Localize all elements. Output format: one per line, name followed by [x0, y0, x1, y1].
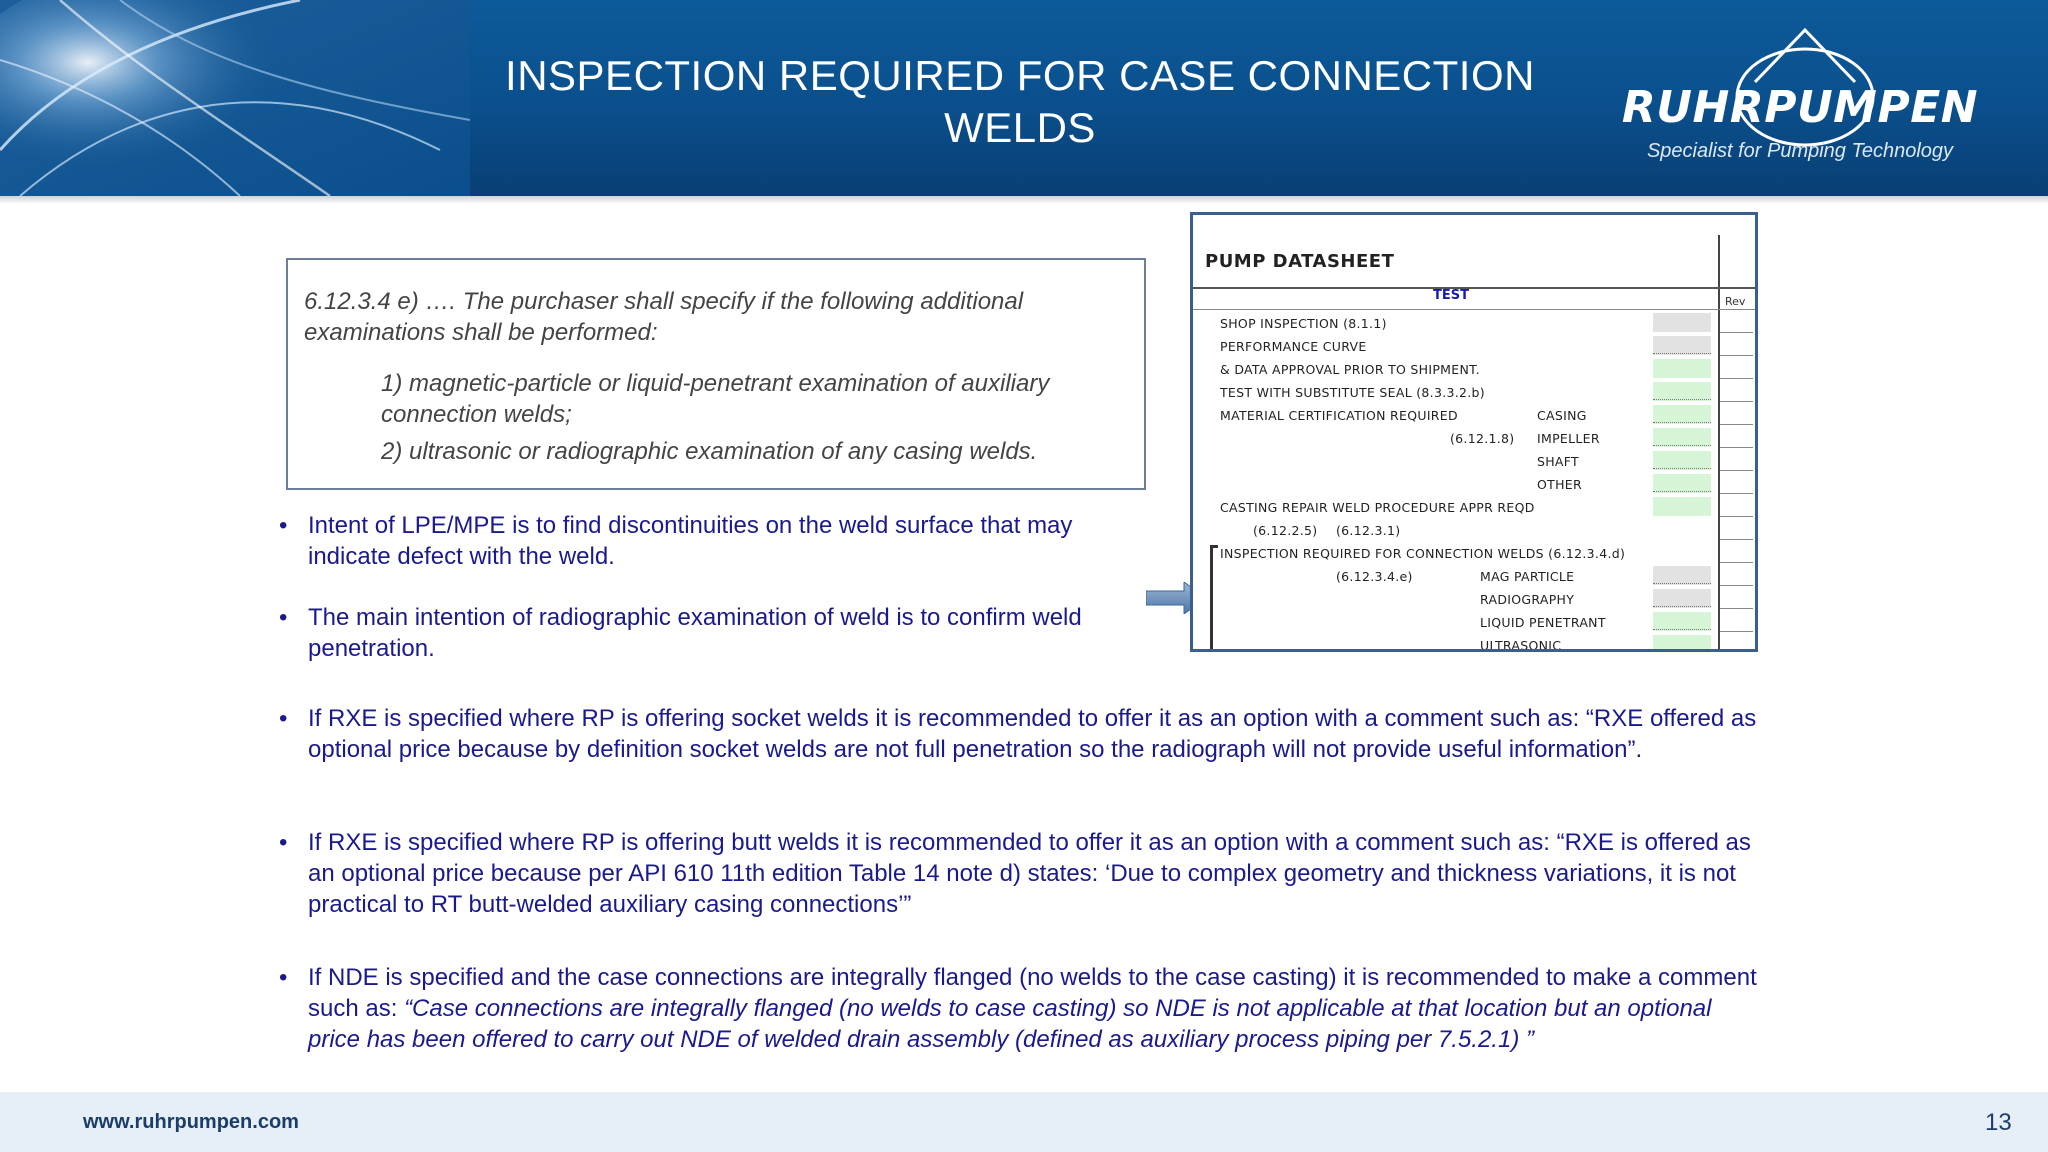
bullet-text: Intent of LPE/MPE is to find discontinuities on the weld surface that may indicate defect with the weld.	[308, 512, 1073, 570]
datasheet-dotted-line	[1653, 491, 1711, 492]
datasheet-dotted-line	[1653, 422, 1711, 423]
bullet-marker: •	[279, 964, 288, 991]
bullet-text: If NDE is specified and the case connections are integrally flanged (no welds to the case casting) it is recommended to make a comment such as:	[308, 964, 1757, 1022]
bullet-text: If RXE is specified where RP is offering butt welds it is recommended to offer it as an option with a comment such as: “RXE is offered as an optional price because per API 610 11th edition Table 14 note d) states: ‘Due to complex geometry and thickness variations, it is not practical to RT butt-welded auxiliary casing connections’”	[308, 829, 1751, 918]
quote-item-2: 2) ultrasonic or radiographic examination of any casing welds.	[381, 438, 1038, 465]
datasheet-row: (6.12.3.4.e)	[1336, 569, 1413, 584]
datasheet-rev-line	[1720, 424, 1753, 425]
bullet-radiographic	[279, 602, 1108, 664]
datasheet-rev-line	[1720, 355, 1753, 356]
datasheet-row: TEST WITH SUBSTITUTE SEAL (8.3.3.2.b)	[1220, 385, 1485, 400]
bullet-marker: •	[279, 604, 288, 631]
datasheet-rev-line	[1720, 470, 1753, 471]
page-number: 13	[1985, 1109, 2012, 1136]
pump-datasheet-image	[1190, 212, 1758, 652]
datasheet-rev-line	[1720, 378, 1753, 379]
header-shadow	[0, 196, 2048, 204]
bullet-marker: •	[279, 829, 288, 856]
datasheet-cell	[1653, 359, 1711, 378]
header-banner	[0, 0, 2048, 196]
datasheet-row: SHAFT	[1537, 454, 1579, 469]
quote-item-1: 1) magnetic-particle or liquid-penetrant examination of auxiliary connection welds;	[381, 370, 1050, 428]
datasheet-highlight-bracket	[1210, 545, 1218, 652]
datasheet-row: (6.12.2.5)	[1253, 523, 1318, 538]
bullet-marker: •	[279, 705, 288, 732]
bullet-text-italic: “Case connections are integrally flanged (no welds to case casting) so NDE is not applicable at that location but an optional price has been offered to carry out NDE of welded drain assembly (defined as auxiliary process piping per 7.5.2.1) ”	[308, 995, 1712, 1053]
datasheet-row: MAG PARTICLE	[1480, 569, 1575, 584]
quote-intro: 6.12.3.4 e) …. The purchaser shall specify if the following additional examinations shall be performed:	[304, 288, 1024, 346]
bullet-lpe-mpe	[279, 510, 1108, 572]
datasheet-rev-header: Rev	[1725, 295, 1746, 308]
datasheet-dotted-line	[1653, 629, 1711, 630]
datasheet-rev-line	[1720, 608, 1753, 609]
datasheet-rev-line	[1720, 493, 1753, 494]
datasheet-header-rule	[1193, 287, 1758, 289]
footer-website-link[interactable]: www.ruhrpumpen.com	[83, 1111, 299, 1133]
datasheet-cell	[1653, 497, 1711, 516]
company-logo	[1580, 22, 2020, 172]
bullet-marker: •	[279, 512, 288, 539]
datasheet-dotted-line	[1653, 468, 1711, 469]
datasheet-row: ULTRASONIC	[1480, 638, 1562, 652]
datasheet-row: MATERIAL CERTIFICATION REQUIRED	[1220, 408, 1458, 423]
footer-bar	[0, 1092, 2048, 1152]
bullet-text: The main intention of radiographic examination of weld is to confirm weld penetration.	[308, 604, 1082, 662]
slide-title: INSPECTION REQUIRED FOR CASE CONNECTION WELDS	[505, 52, 1535, 151]
logo-tagline: Specialist for Pumping Technology	[1646, 140, 1954, 162]
datasheet-row: CASTING REPAIR WELD PROCEDURE APPR REQD	[1220, 500, 1535, 515]
datasheet-subheader-rule	[1193, 309, 1758, 310]
datasheet-row: PERFORMANCE CURVE	[1220, 339, 1367, 354]
datasheet-row: CASING	[1537, 408, 1587, 423]
datasheet-rev-line	[1720, 516, 1753, 517]
datasheet-rev-line	[1720, 447, 1753, 448]
datasheet-row: INSPECTION REQUIRED FOR CONNECTION WELDS (6.12.3.4.d)	[1220, 546, 1626, 561]
datasheet-test-header: TEST	[1433, 288, 1469, 303]
datasheet-rev-line	[1720, 585, 1753, 586]
datasheet-row: (6.12.3.1)	[1336, 523, 1401, 538]
bullet-nde-flanged	[279, 962, 1768, 1055]
datasheet-rev-line	[1720, 562, 1753, 563]
datasheet-rev-line	[1720, 332, 1753, 333]
datasheet-row: IMPELLER	[1537, 431, 1600, 446]
datasheet-row: RADIOGRAPHY	[1480, 592, 1575, 607]
datasheet-row: SHOP INSPECTION (8.1.1)	[1220, 316, 1387, 331]
bullet-socket-welds	[279, 703, 1768, 765]
bullet-butt-welds	[279, 827, 1768, 920]
datasheet-dotted-line	[1653, 353, 1711, 354]
spec-quote-box	[286, 258, 1146, 490]
datasheet-dotted-line	[1653, 606, 1711, 607]
datasheet-cell	[1653, 313, 1711, 332]
datasheet-dotted-line	[1653, 445, 1711, 446]
datasheet-row: LIQUID PENETRANT	[1480, 615, 1606, 630]
datasheet-title: PUMP DATASHEET	[1205, 251, 1395, 272]
datasheet-rev-line	[1720, 539, 1753, 540]
datasheet-row: OTHER	[1537, 477, 1582, 492]
datasheet-row: (6.12.1.8)	[1450, 431, 1515, 446]
datasheet-dotted-line	[1653, 583, 1711, 584]
datasheet-rev-line	[1720, 631, 1753, 632]
decorative-swirl-graphic	[0, 0, 470, 196]
bullet-text: If RXE is specified where RP is offering socket welds it is recommended to offer it as an option with a comment such as: “RXE offered as optional price because by definition socket welds are not full penetration so the radiograph will not provide useful information”.	[308, 705, 1757, 763]
datasheet-dotted-line	[1653, 399, 1711, 400]
logo-wordmark: RUHRPUMPEN	[1621, 82, 1979, 133]
datasheet-cell	[1653, 635, 1711, 652]
datasheet-rev-divider	[1718, 235, 1720, 652]
datasheet-row: & DATA APPROVAL PRIOR TO SHIPMENT.	[1220, 362, 1480, 377]
datasheet-rev-line	[1720, 401, 1753, 402]
